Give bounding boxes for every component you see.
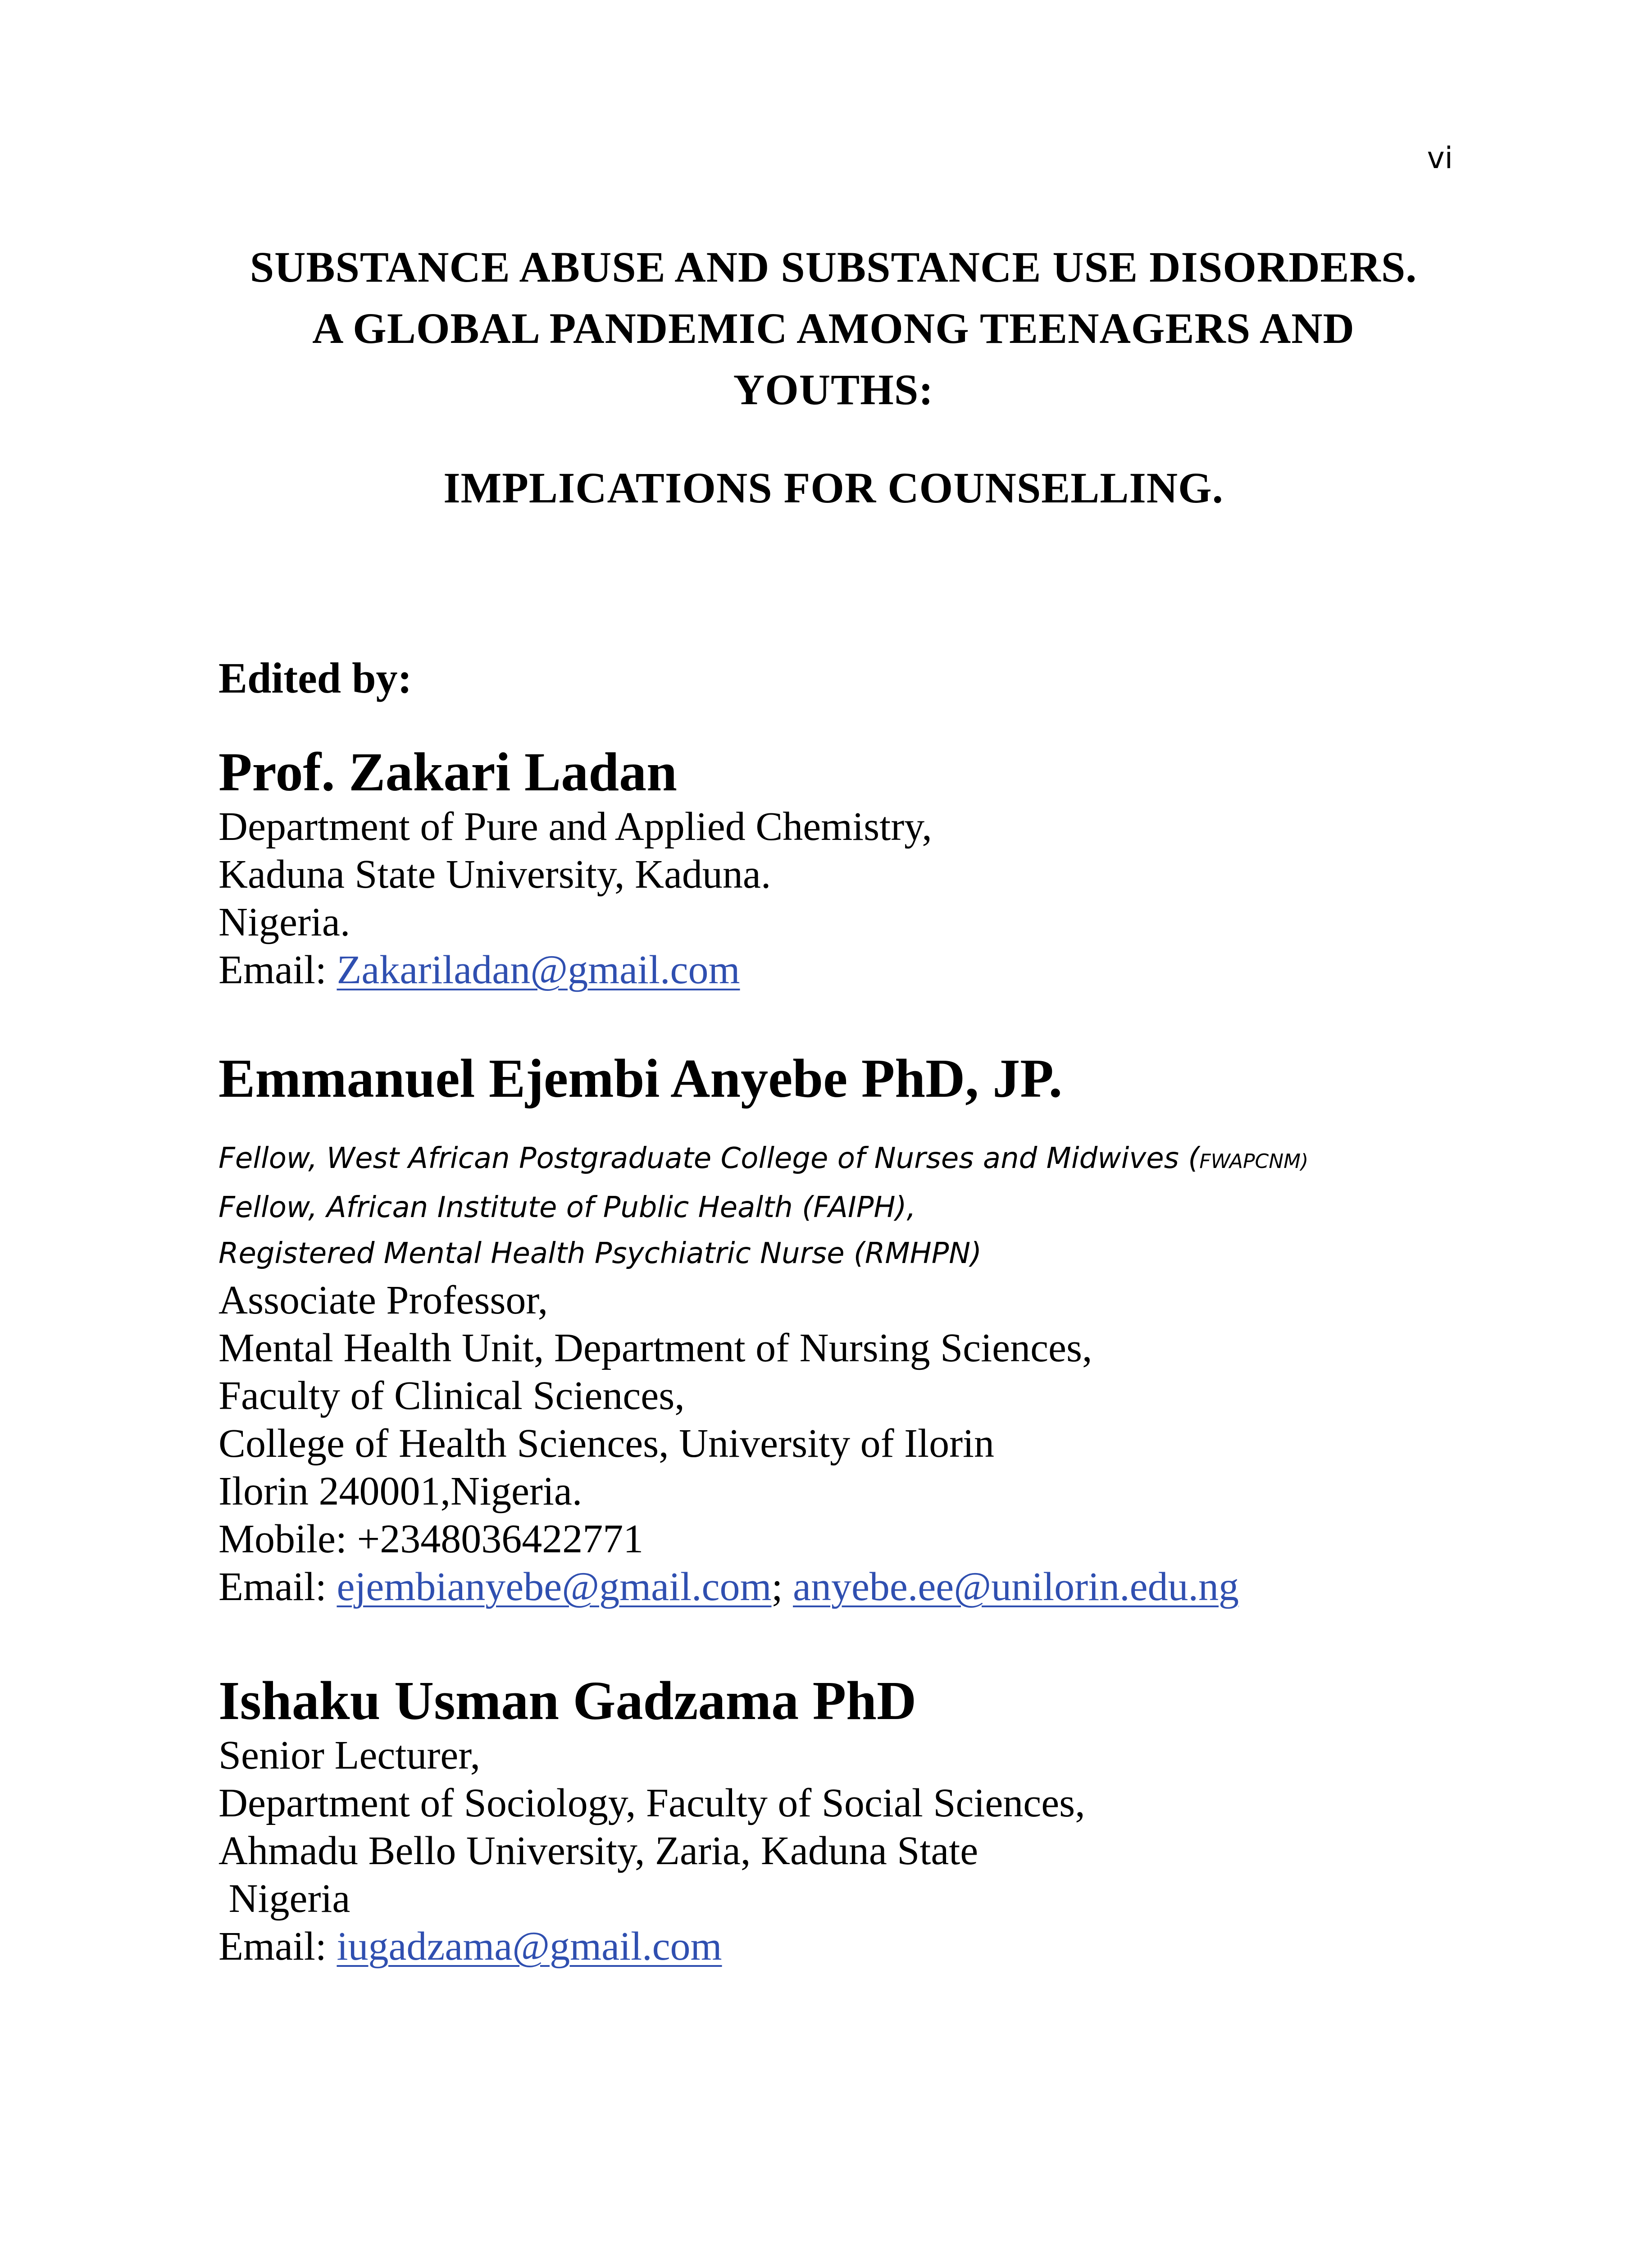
affiliation-line: Department of Pure and Applied Chemistry, [218, 804, 932, 849]
page-number: vi [1427, 141, 1453, 175]
credential-abbreviation: FWAPCNM) [1199, 1150, 1309, 1173]
affiliation-line: Nigeria [218, 1876, 350, 1921]
credential-line [218, 1136, 1480, 1185]
affiliation-line: Senior Lecturer, [218, 1733, 481, 1778]
affiliation-line: Mental Health Unit, Department of Nursing Sciences, [218, 1326, 1092, 1370]
title-line-3: YOUTHS: [733, 365, 934, 414]
affiliation-line: Associate Professor, [218, 1278, 548, 1323]
affiliation-line: Faculty of Clinical Sciences, [218, 1373, 685, 1418]
title-line-2: A GLOBAL PANDEMIC AMONG TEENAGERS AND [312, 304, 1355, 352]
email-label: Email: [218, 948, 337, 992]
mobile-line: Mobile: +2348036422771 [218, 1517, 644, 1561]
email-line [218, 1923, 1480, 1970]
affiliation-line: College of Health Sciences, University of Ilorin [218, 1421, 995, 1466]
email-label: Email: [218, 1924, 337, 1969]
email-link[interactable]: iugadzama@gmail.com [337, 1924, 722, 1969]
email-separator: ; [771, 1564, 793, 1609]
email-link[interactable]: Zakariladan@gmail.com [337, 948, 740, 992]
editor-entry [218, 1670, 1480, 1970]
email-line [218, 1563, 1480, 1611]
email-link[interactable]: ejembianyebe@gmail.com [337, 1564, 772, 1609]
editor-name: Prof. Zakari Ladan [218, 742, 677, 803]
book-title [180, 237, 1487, 420]
editor-name: Ishaku Usman Gadzama PhD [218, 1670, 917, 1731]
credential-line: Registered Mental Health Psychiatric Nurse (RMHPN) [218, 1237, 982, 1270]
book-subtitle: IMPLICATIONS FOR COUNSELLING. [443, 464, 1224, 512]
affiliation-line: Nigeria. [218, 900, 350, 944]
affiliation-line: Ahmadu Bello University, Zaria, Kaduna State [218, 1829, 978, 1873]
email-link[interactable]: anyebe.ee@unilorin.edu.ng [793, 1564, 1239, 1609]
email-label: Email: [218, 1564, 337, 1609]
credential-text: Fellow, West African Postgraduate College of Nurses and Midwives ( [218, 1142, 1200, 1175]
editor-entry [218, 1048, 1480, 1611]
affiliation-line: Kaduna State University, Kaduna. [218, 852, 771, 897]
editors-section [218, 649, 1480, 1970]
editor-name: Emmanuel Ejembi Anyebe PhD, JP. [218, 1048, 1063, 1109]
affiliation-line: Ilorin 240001,Nigeria. [218, 1469, 583, 1514]
credential-line: Fellow, African Institute of Public Health (FAIPH), [218, 1191, 916, 1224]
title-line-1: SUBSTANCE ABUSE AND SUBSTANCE USE DISORDERS. [250, 243, 1417, 291]
affiliation-line: Department of Sociology, Faculty of Social Sciences, [218, 1781, 1085, 1825]
edited-by-label: Edited by: [218, 654, 412, 702]
email-line [218, 946, 1480, 994]
editor-entry [218, 742, 1480, 994]
